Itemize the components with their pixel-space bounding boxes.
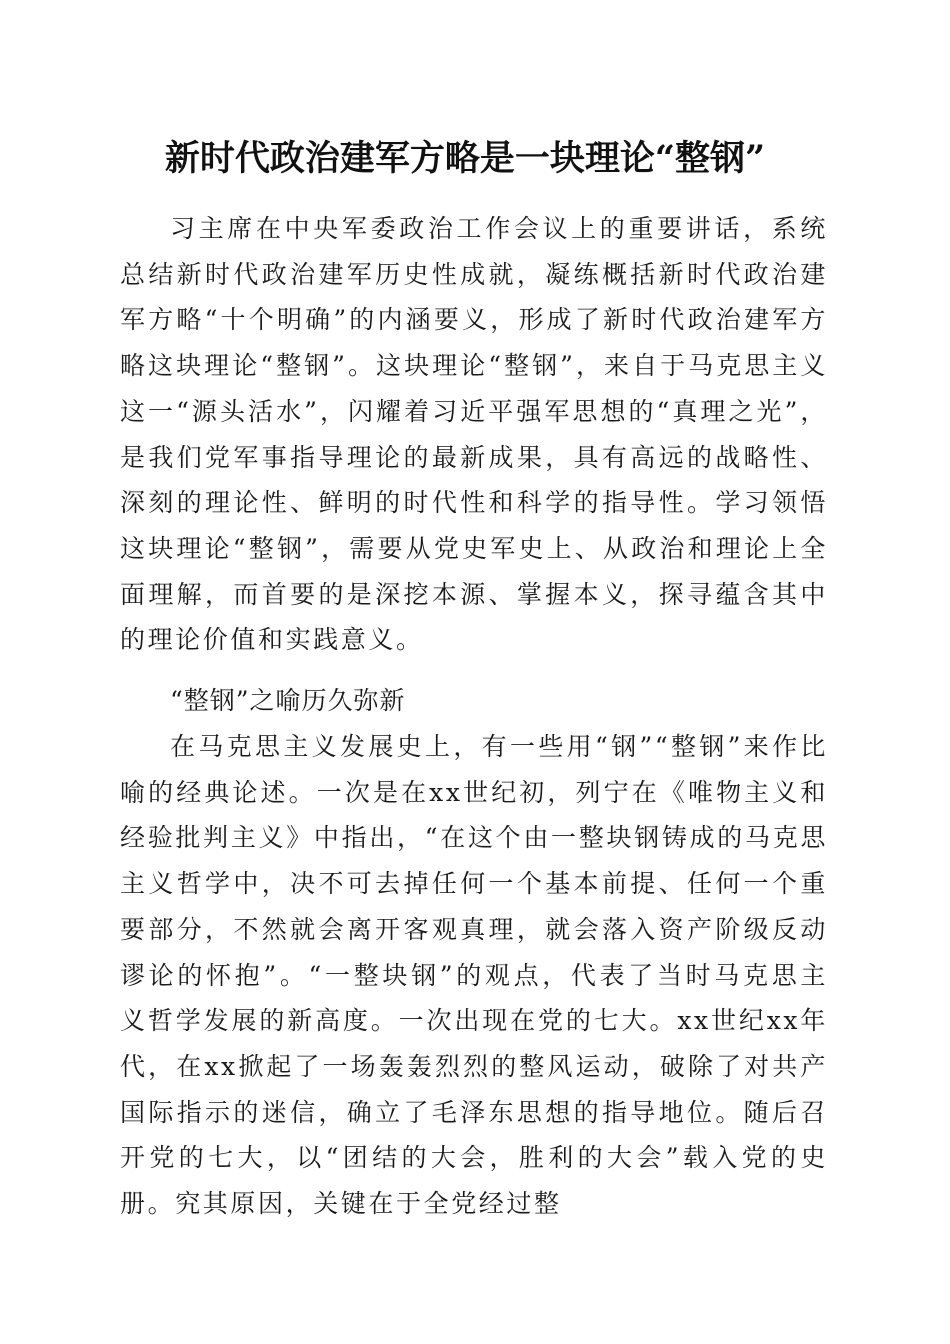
section-body <box>120 724 828 1227</box>
intro-paragraph: 习主席在中央军委政治工作会议上的重要讲话，系统总结新时代政治建军历史性成就，凝练概括新时代政治建军方略“十个明确”的内涵要义，形成了新时代政治建军方略这块理论“整钢”。这块理论“整钢”，来自于马克思主义这一“源头活水”，闪耀着习近平强军思想的“真理之光”，是我们党军事指导理论的最新成果，具有高远的战略性、深刻的理论性、鲜明的时代性和科学的指导性。学习领悟这块理论“整钢”，需要从党史军史上、从政治和理论上全面理解，而首要的是深挖本源、掌握本义，探寻蕴含其中的理论价值和实践意义。 <box>120 214 828 655</box>
document-title: 新时代政治建军方略是一块理论“整钢” <box>164 138 766 179</box>
section-paragraph: 在马克思主义发展史上，有一些用“钢”“整钢”来作比喻的经典论述。一次是在xx世纪初，列宁在《唯物主义和经验批判主义》中指出，“在这个由一整块钢铸成的马克思主义哲学中，决不可去掉任何一个基本前提、任何一个重要部分，不然就会离开客观真理，就会落入资产阶级反动谬论的怀抱”。“一整块钢”的观点，代表了当时马克思主义哲学发展的新高度。一次出现在党的七大。xx世纪xx年代，在xx掀起了一场轰轰烈烈的整风运动，破除了对共产国际指示的迷信，确立了毛泽东思想的指导地位。随后召开党的七大，以“团结的大会，胜利的大会”载入党的史册。究其原因，关键在于全党经过整 <box>120 732 828 1219</box>
section-heading: “整钢”之喻历久弥新 <box>170 686 406 715</box>
section-heading-block <box>120 678 828 724</box>
intro-section <box>120 206 828 663</box>
